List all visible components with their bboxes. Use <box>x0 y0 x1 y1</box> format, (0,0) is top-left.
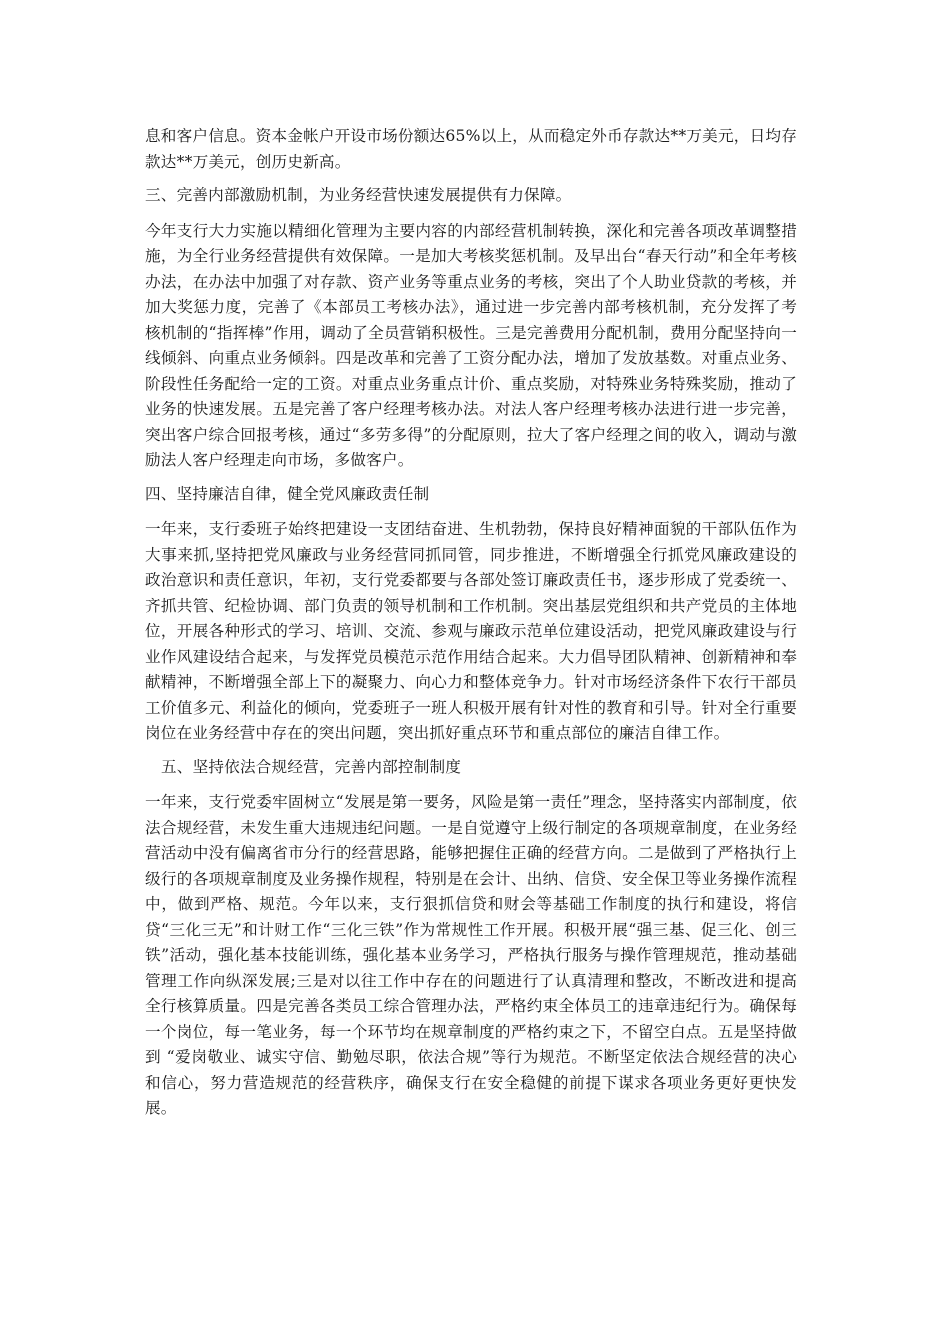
section-body-3: 今年支行大力实施以精细化管理为主要内容的内部经营机制转换，深化和完善各项改革调整措施，为全行业务经营提供有效保障。一是加大考核奖惩机制。及早出台“春天行动”和全年考核办法，在办法中加强了对存款、资产业务等重点业务的考核，突出了个人助业贷款的考核，并加大奖惩力度，完善了《本部员工考核办法》，通过进一步完善内部考核机制，充分发挥了考核机制的“指挥棒”作用，调动了全员营销积极性。三是完善费用分配机制，费用分配坚持向一线倾斜、向重点业务倾斜。四是改革和完善了工资分配办法，增加了发放基数。对重点业务、阶段性任务配给一定的工资。对重点业务重点计价、重点奖励，对特殊业务特殊奖励，推动了业务的快速发展。五是完善了客户经理考核办法。对法人客户经理考核办法进行进一步完善，突出客户综合回报考核，通过“多劳多得”的分配原则，拉大了客户经理之间的收入，调动与激励法人客户经理走向市场，多做客户。 <box>145 221 797 469</box>
section-body-5: 一年来，支行党委牢固树立“发展是第一要务，风险是第一责任”理念，坚持落实内部制度，依法合规经营，未发生重大违规违纪问题。一是自觉遵守上级行制定的各项规章制度，在业务经营活动中没有偏离省市分行的经营思路，能够把握住正确的经营方向。二是做到了严格执行上级行的各项规章制度及业务操作规程，特别是在会计、出纳、信贷、安全保卫等业务操作流程中，做到严格、规范。今年以来，支行狠抓信贷和财会等基础工作制度的执行和建设，将信贷“三化三无”和计财工作“三化三铁”作为常规性工作开展。积极开展“强三基、促三化、创三铁”活动，强化基本技能训练，强化基本业务学习，严格执行服务与操作管理规范，推动基础管理工作向纵深发展;三是对以往工作中存在的问题进行了认真清理和整改，不断改进和提高全行核算质量。四是完善各类员工综合管理办法，严格约束全体员工的违章违纪行为。确保每一个岗位，每一笔业务，每一个环节均在规章制度的严格约束之下，不留空白点。五是坚持做到 “爱岗敬业、诚实守信、勤勉尽职，依法合规”等行为规范。不断坚定依法合规经营的决心和信心，努力营造规范的经营秩序，确保支行在安全稳健的前提下谋求各项业务更好更快发展。 <box>145 793 797 1117</box>
section-heading-5: 五、坚持依法合规经营，完善内部控制制度 <box>161 757 462 776</box>
intro-paragraph: 息和客户信息。资本金帐户开设市场份额达65%以上，从而稳定外币存款达**万美元，日均存款达**万美元，创历史新高。 <box>145 127 797 171</box>
section-heading-3: 三、完善内部激励机制，为业务经营快速发展提供有力保障。 <box>145 186 572 204</box>
section-heading-4: 四、坚持廉洁自律，健全党风廉政责任制 <box>145 484 430 503</box>
document-page <box>145 124 797 1122</box>
section-body-4: 一年来，支行委班子始终把建设一支团结奋进、生机勃勃，保持良好精神面貌的干部队伍作为大事来抓,坚持把党风廉政与业务经营同抓同管，同步推进，不断增强全行抓党风廉政建设的政治意识和责任意识，年初，支行党委都要与各部处签订廉政责任书，逐步形成了党委统一、齐抓共管、纪检协调、部门负责的领导机制和工作机制。突出基层党组织和共产党员的主体地位，开展各种形式的学习、培训、交流、参观与廉政示范单位建设活动，把党风廉政建设与行业作风建设结合起来，与发挥党员模范示范作用结合起来。大力倡导团队精神、创新精神和奉献精神，不断增强全部上下的凝聚力、向心力和整体竞争力。针对市场经济条件下农行干部员工价值多元、利益化的倾向，党委班子一班人积极开展有针对性的教育和引导。针对全行重要岗位在业务经营中存在的突出问题，突出抓好重点环节和重点部位的廉洁自律工作。 <box>145 520 797 742</box>
